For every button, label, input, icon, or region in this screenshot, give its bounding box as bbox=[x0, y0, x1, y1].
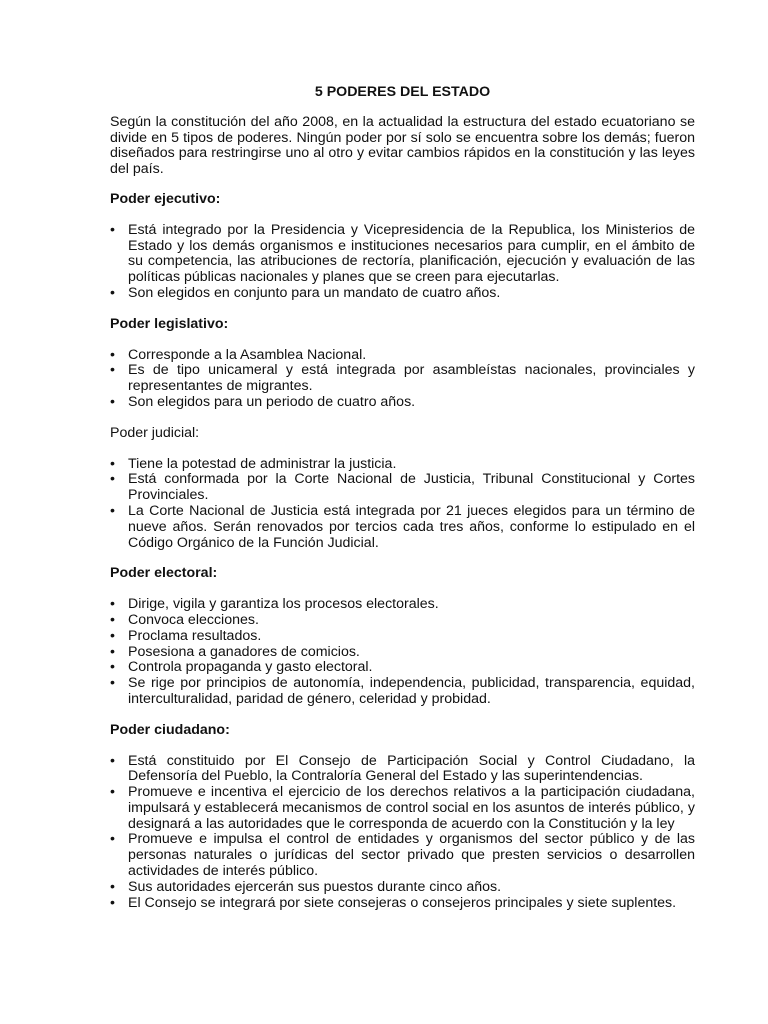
heading-poder-legislativo: Poder legislativo: bbox=[110, 315, 229, 332]
bullet-icon: • bbox=[110, 627, 115, 644]
bullet-icon: • bbox=[110, 675, 115, 692]
list-item bbox=[110, 629, 695, 645]
list-item-text: La Corte Nacional de Justicia está integrada por 21 jueces elegidos para un término de nueve años. Serán renovados por tercios cada tres años, conforme lo estipulado en el Código Orgánico de la Función Judicial. bbox=[128, 502, 695, 551]
list-item-text: Dirige, vigila y garantiza los procesos electorales. bbox=[128, 596, 439, 613]
list-item bbox=[110, 785, 695, 832]
list-item-text: Corresponde a la Asamblea Nacional. bbox=[128, 346, 367, 363]
bullet-icon: • bbox=[110, 878, 115, 895]
bullet-icon: • bbox=[110, 611, 115, 628]
list-item-text: Se rige por principios de autonomía, independencia, publicidad, transparencia, equidad, interculturalidad, paridad de género, celeridad y probidad. bbox=[128, 675, 695, 707]
list-poder-electoral bbox=[110, 597, 695, 708]
list-item bbox=[110, 660, 695, 676]
list-item bbox=[110, 457, 695, 473]
list-poder-ejecutivo bbox=[110, 223, 695, 302]
list-item-text: El Consejo se integrará por siete consejeras o consejeros principales y siete suplentes. bbox=[128, 894, 677, 911]
list-item bbox=[110, 754, 695, 786]
list-item bbox=[110, 395, 695, 411]
bullet-icon: • bbox=[110, 659, 115, 676]
list-item bbox=[110, 896, 695, 912]
bullet-icon: • bbox=[110, 752, 115, 769]
document-title: 5 PODERES DEL ESTADO bbox=[314, 84, 491, 100]
bullet-icon: • bbox=[110, 284, 115, 301]
bullet-icon: • bbox=[110, 455, 115, 472]
list-item bbox=[110, 676, 695, 708]
bullet-icon: • bbox=[110, 393, 115, 410]
bullet-icon: • bbox=[110, 362, 115, 379]
bullet-icon: • bbox=[110, 784, 115, 801]
list-item bbox=[110, 363, 695, 395]
list-item bbox=[110, 880, 695, 896]
bullet-icon: • bbox=[110, 346, 115, 363]
list-item-text: Está conformada por la Corte Nacional de Justicia, Tribunal Constitucional y Cortes Provinciales. bbox=[128, 471, 695, 504]
list-item-text: Tiene la potestad de administrar la justicia. bbox=[128, 455, 397, 472]
bullet-icon: • bbox=[110, 831, 115, 848]
list-poder-ciudadano bbox=[110, 754, 695, 912]
list-item bbox=[110, 504, 695, 551]
list-item bbox=[110, 645, 695, 661]
list-item-text: Promueve e incentiva el ejercicio de los derechos relativos a la participación ciudadana, impulsará y establecerá mecanismos de control social en los asuntos de interés público, y designará a las autoridades que le corresponda de acuerdo con la Constitución y la ley bbox=[128, 784, 695, 832]
list-item-text: Está constituido por El Consejo de Participación Social y Control Ciudadano, la Defensoría del Pueblo, la Contraloría General del Estado y las superintendencias. bbox=[128, 752, 695, 785]
list-item-text: Posesiona a ganadores de comicios. bbox=[128, 643, 360, 660]
list-item bbox=[110, 348, 695, 364]
list-item bbox=[110, 597, 695, 613]
list-item-text: Promueve e impulsa el control de entidades y organismos del sector público y de las personas naturales o jurídicas del sector privado que presten servicios o desarrollen actividades de interés público. bbox=[128, 831, 695, 880]
list-item bbox=[110, 223, 695, 286]
list-item-text: Son elegidos para un periodo de cuatro años. bbox=[128, 393, 416, 410]
document-content bbox=[110, 85, 695, 926]
intro-paragraph: Según la constitución del año 2008, en la actualidad la estructura del estado ecuatoriano se divide en 5 tipos de poderes. Ningún poder por sí solo se encuentra sobre los demás; fueron diseñados para restringirse uno al otro y evitar cambios rápidos en la constitución y las leyes del país. bbox=[110, 113, 695, 178]
bullet-icon: • bbox=[110, 502, 115, 519]
heading-poder-electoral: Poder electoral: bbox=[110, 565, 218, 582]
list-poder-legislativo bbox=[110, 348, 695, 411]
list-item-text: Proclama resultados. bbox=[128, 627, 262, 644]
list-item bbox=[110, 613, 695, 629]
list-item bbox=[110, 286, 695, 302]
list-item-text: Está integrado por la Presidencia y Vicepresidencia de la Republica, los Ministerios de Estado y los demás organismos e instituciones necesarios para cumplir, en el ámbito de su competencia, las atribuciones de rectoría, planificación, ejecución y evaluación de las políticas públicas nacionales y planes que se creen para ejecutarlas. bbox=[128, 221, 695, 286]
heading-poder-judicial: Poder judicial: bbox=[110, 424, 200, 441]
bullet-icon: • bbox=[110, 471, 115, 488]
bullet-icon: • bbox=[110, 596, 115, 613]
list-item-text: Convoca elecciones. bbox=[128, 611, 259, 628]
heading-poder-ciudadano: Poder ciudadano: bbox=[110, 721, 230, 738]
list-item bbox=[110, 832, 695, 879]
bullet-icon: • bbox=[110, 643, 115, 660]
bullet-icon: • bbox=[110, 894, 115, 911]
bullet-icon: • bbox=[110, 221, 115, 238]
list-item-text: Es de tipo unicameral y está integrada por asambleístas nacionales, provinciales y representantes de migrantes. bbox=[128, 362, 695, 395]
list-poder-judicial bbox=[110, 457, 695, 552]
list-item bbox=[110, 472, 695, 504]
list-item-text: Sus autoridades ejercerán sus puestos durante cinco años. bbox=[128, 878, 502, 895]
list-item-text: Controla propaganda y gasto electoral. bbox=[128, 659, 373, 676]
heading-poder-ejecutivo: Poder ejecutivo: bbox=[110, 190, 221, 207]
list-item-text: Son elegidos en conjunto para un mandato de cuatro años. bbox=[128, 284, 501, 301]
